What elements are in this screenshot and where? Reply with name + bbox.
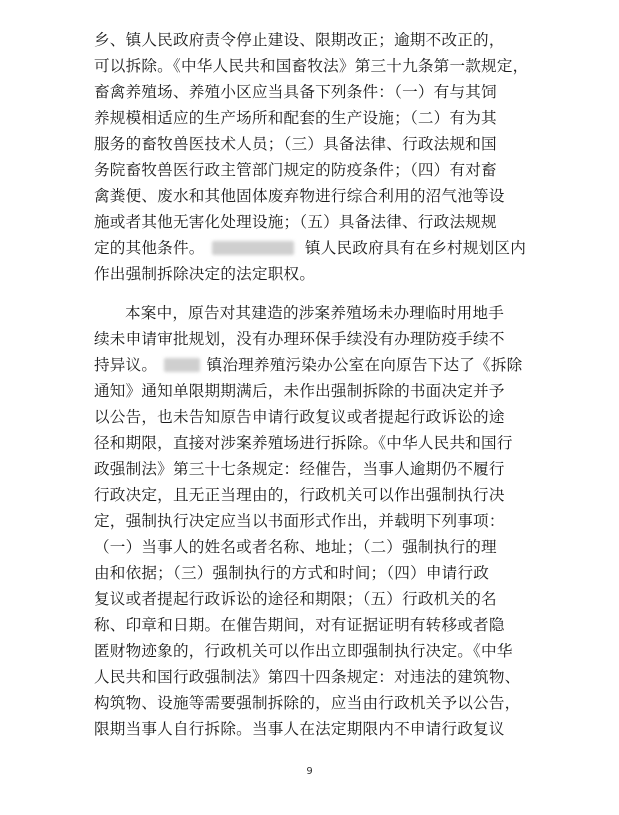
body-text: 定的其他条件。 [94,239,205,257]
body-line: 人民共和国行政强制法》第四十四条规定：对违法的建筑物、 [94,668,521,686]
body-line: 构筑物、设施等需要强制拆除的，应当由行政机关予以公告， [94,694,521,712]
body-line: 复议或者提起行政诉讼的途径和期限；（五）行政机关的名 [94,590,497,608]
body-line: 乡、镇人民政府责令停止建设、限期改正；逾期不改正的， [94,31,505,49]
redacted-place-name [212,241,294,255]
body-line: 务院畜牧兽医行政主管部门规定的防疫条件；（四）有对畜 [94,161,497,179]
body-line: 限期当事人自行拆除。当事人在法定期限内不申请行政复议 [94,720,505,738]
body-line: 称、印章和日期。在催告期间，对有证据证明有转移或者隐 [94,616,505,634]
body-line: 匿财物迹象的，行政机关可以作出立即强制执行决定。《中华 [94,642,513,660]
body-line: 径和期限，直接对涉案养殖场进行拆除。《中华人民共和国行 [94,434,513,452]
body-line [94,352,524,378]
body-text: 镇人民政府具有在乡村规划区内 [304,239,527,257]
body-line: （一）当事人的姓名或者名称、地址；（二）强制执行的理 [94,538,497,556]
body-line: 畜禽养殖场、养殖小区应当具备下列条件：（一）有与其饲 [94,83,497,101]
body-text: 持异议。 [94,356,158,374]
body-line: 定，强制执行决定应当以书面形式作出，并载明下列事项： [94,512,505,530]
body-line: 通知》通知单限期期满后，未作出强制拆除的书面决定并予 [94,382,505,400]
body-line: 政强制法》第三十七条规定：经催告，当事人逾期仍不履行 [94,460,505,478]
paragraph-first-line: 本案中，原告对其建造的涉案养殖场未办理临时用地手 [125,304,505,322]
body-line: 行政决定，且无正当理由的，行政机关可以作出强制执行决 [94,486,505,504]
body-line: 以公告，也未告知原告申请行政复议或者提起行政诉讼的途 [94,408,505,426]
body-line: 续未申请审批规划，没有办理环保手续没有办理防疫手续不 [94,330,505,348]
body-line [94,235,527,261]
page-number: 9 [306,766,313,777]
body-line: 由和依据；（三）强制执行的方式和时间；（四）申请行政 [94,564,490,582]
body-text: 镇治理养殖污染办公室在向原告下达了《拆除 [206,356,523,374]
redacted-place-name [164,358,200,372]
body-line: 服务的畜牧兽医技术人员；（三）具备法律、行政法规和国 [94,135,497,153]
body-line: 可以拆除。《中华人民共和国畜牧法》第三十九条第一款规定， [94,57,529,75]
body-line: 作出强制拆除决定的法定职权。 [94,265,316,283]
body-line: 施或者其他无害化处理设施；（五）具备法律、行政法规规 [94,213,497,231]
body-line: 养规模相适应的生产场所和配套的生产设施；（二）有为其 [94,109,497,127]
body-line: 禽粪便、废水和其他固体废弃物进行综合利用的沼气池等设 [94,187,505,205]
